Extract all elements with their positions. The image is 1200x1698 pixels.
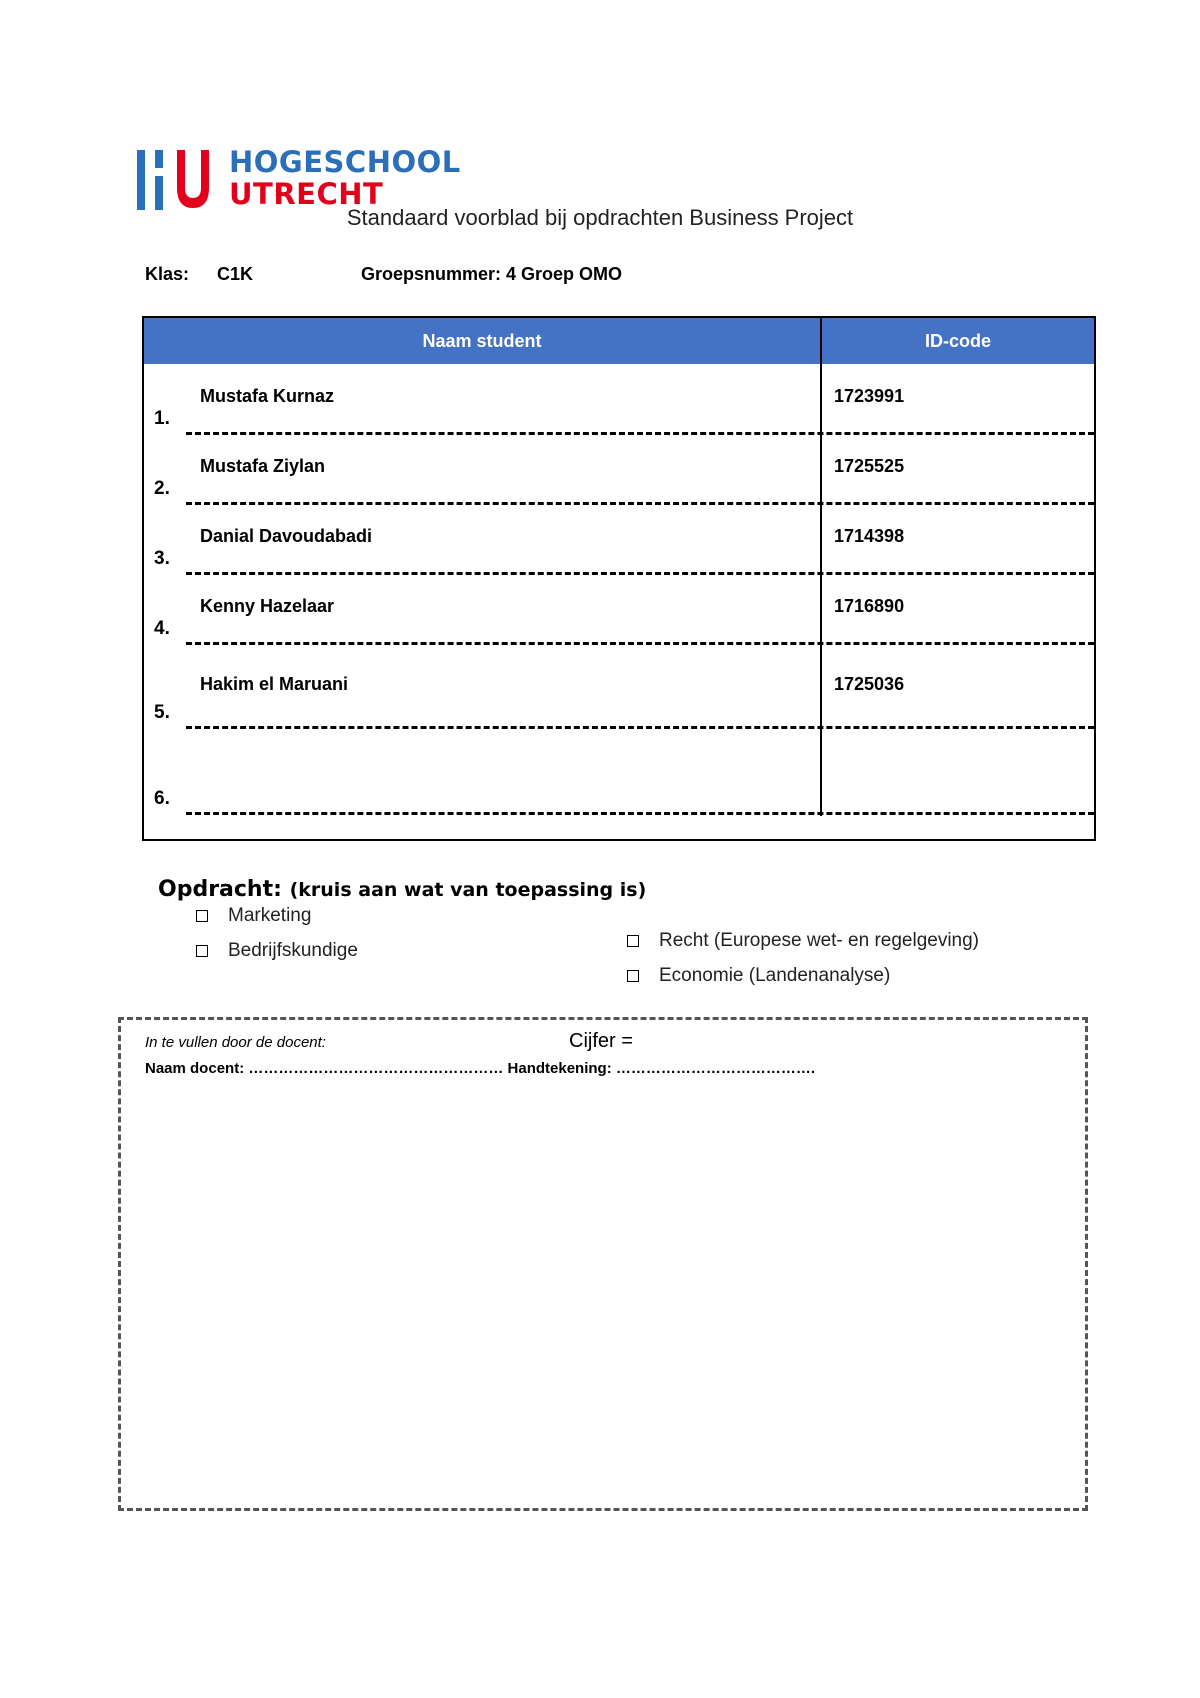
student-id: 1725036 <box>834 674 905 694</box>
option-label: Economie (Landenanalyse) <box>659 965 891 986</box>
option-label: Recht (Europese wet- en regelgeving) <box>659 930 980 951</box>
row-dash-line <box>186 812 1094 815</box>
header-naam-student: Naam student <box>144 318 820 364</box>
groepsnummer: Groepsnummer: 4 Groep OMO <box>361 264 623 284</box>
student-id: 1725525 <box>834 456 905 476</box>
student-name: Kenny Hazelaar <box>200 596 335 616</box>
document-title: Standaard voorblad bij opdrachten Business Project <box>346 205 854 230</box>
cijfer-field[interactable]: Cijfer = <box>569 1030 633 1052</box>
klas-label: Klas: <box>145 264 190 284</box>
student-name: Mustafa Kurnaz <box>200 386 335 406</box>
row-number: 5. <box>154 702 170 723</box>
option-marketing[interactable] <box>196 905 311 927</box>
option-economie[interactable] <box>627 965 890 987</box>
table-row <box>144 504 1094 574</box>
option-label: Bedrijfskundige <box>228 940 358 961</box>
student-name: Danial Davoudabadi <box>200 526 373 546</box>
header-id-code: ID-code <box>822 318 1094 364</box>
row-number: 3. <box>154 548 170 569</box>
student-name: Hakim el Maruani <box>200 674 349 694</box>
row-number: 6. <box>154 788 170 809</box>
table-row <box>144 574 1094 644</box>
logo-text-hogeschool: HOGESCHOOL <box>229 145 461 179</box>
student-id: 1723991 <box>834 386 905 406</box>
docent-section <box>118 1017 1088 1511</box>
checkbox-icon[interactable] <box>627 935 639 947</box>
opdracht-title: Opdracht: <box>158 877 282 902</box>
option-label: Marketing <box>228 905 312 926</box>
klas-value: C1K <box>217 264 254 284</box>
opdracht-subtitle: (kruis aan wat van toepassing is) <box>289 879 647 901</box>
option-recht[interactable] <box>627 930 979 952</box>
checkbox-icon[interactable] <box>196 910 208 922</box>
checkbox-icon[interactable] <box>196 945 208 957</box>
docent-name-signature-line[interactable]: Naam docent: …………………………………………… Handtekening: …………………………………. <box>145 1060 816 1077</box>
student-table <box>142 316 1096 841</box>
row-number: 2. <box>154 478 170 499</box>
logo-text-utrecht: UTRECHT <box>229 177 384 211</box>
docent-fill-label: In te vullen door de docent: <box>145 1034 326 1051</box>
table-row <box>144 644 1094 728</box>
table-row <box>144 434 1094 504</box>
checkbox-icon[interactable] <box>627 970 639 982</box>
student-name: Mustafa Ziylan <box>200 456 326 476</box>
opdracht-heading <box>158 877 646 902</box>
table-row <box>144 728 1094 814</box>
row-number: 1. <box>154 408 170 429</box>
hu-logo-mark-icon <box>137 146 217 214</box>
student-id: 1716890 <box>834 596 905 616</box>
option-bedrijfskundige[interactable] <box>196 940 358 962</box>
row-number: 4. <box>154 618 170 639</box>
table-row <box>144 364 1094 434</box>
student-id: 1714398 <box>834 526 905 546</box>
hu-logo <box>137 145 461 214</box>
